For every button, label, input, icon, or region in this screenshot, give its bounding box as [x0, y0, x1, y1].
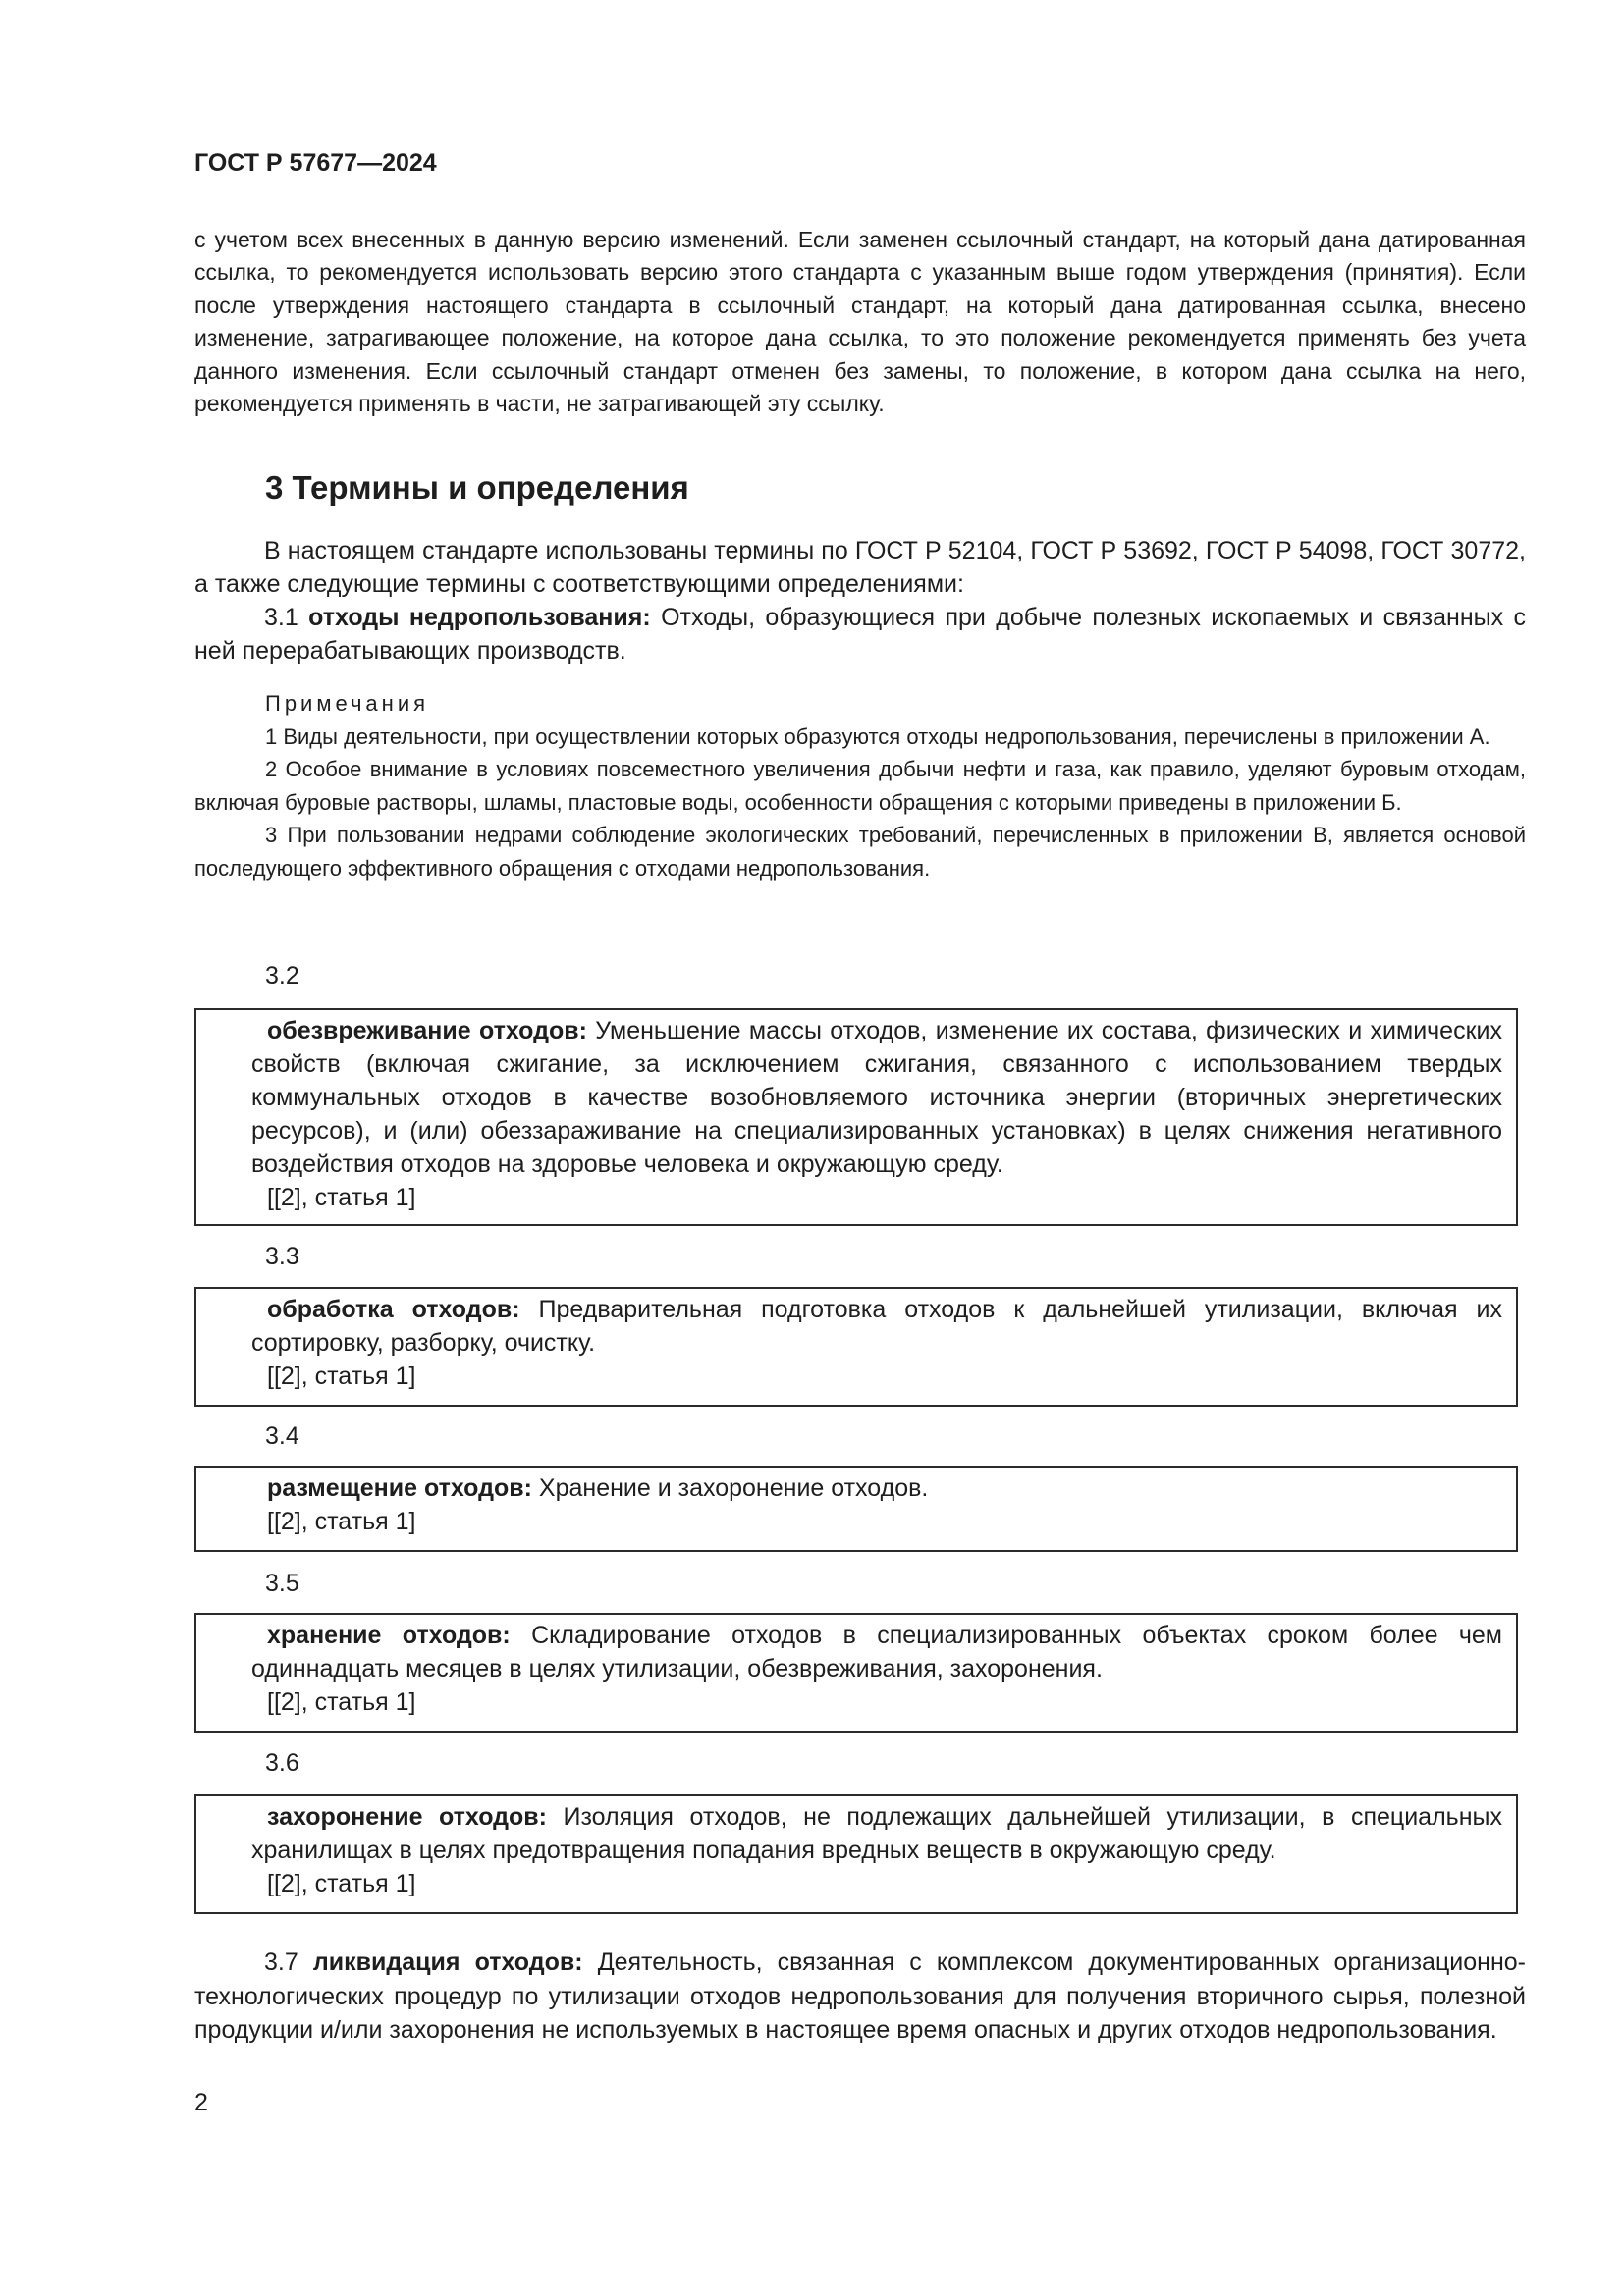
term-source: [[2], статья 1] — [267, 1870, 416, 1897]
term-source: [[2], статья 1] — [267, 1184, 416, 1211]
note-item: 1 Виды деятельности, при осуществлении которых образуются отходы недропользования, перечислены в приложении А. — [265, 723, 1490, 749]
term-number-3-4: 3.4 — [265, 1422, 299, 1450]
notes — [194, 687, 1526, 884]
term-definition: Уменьшение массы отходов, изменение их состава, физических и химических свойств (включая сжигание, за исключением сжигания, связанного с использованием твердых коммунальных отходов в качестве возобновляемого источника энергии (вторичных энергетических ресурсов), и (или) обеззараживание на специализированных установках) в целях снижения негативного воздействия отходов на здоровье человека и окружающую среду. — [251, 1017, 1502, 1178]
notes-caption: Примечания — [265, 691, 430, 716]
term-definition-block — [251, 1619, 1502, 1685]
term-source: [[2], статья 1] — [267, 1688, 416, 1716]
term-box-3-4 — [194, 1466, 1518, 1552]
term-definition: Хранение и захоронение отходов. — [538, 1474, 929, 1502]
section-intro: В настоящем стандарте использованы термины по ГОСТ Р 52104, ГОСТ Р 53692, ГОСТ Р 54098, ГОСТ 30772, а также следующие термины с соответствующими определениями: — [194, 537, 1526, 598]
term-name: размещение отходов: — [267, 1474, 532, 1502]
term-definition: Складирование отходов в специализированных объектах сроком более чем одиннадцать месяцев в целях утилизации, обезвреживания, захоронения. — [251, 1622, 1502, 1682]
term-number: 3.7 — [264, 1949, 298, 1976]
note-item: 3 При пользовании недрами соблюдение экологических требований, перечисленных в приложении В, является основой последующего эффективного обращения с отходами недропользования. — [194, 823, 1526, 881]
term-definition-block — [251, 1014, 1502, 1181]
term-name: отходы недропользования: — [308, 604, 651, 631]
term-definition: Предварительная подготовка отходов к дальнейшей утилизации, включая их сортировку, разборку, очистку. — [251, 1296, 1502, 1357]
term-definition-block — [251, 1800, 1502, 1867]
term-number: 3.1 — [264, 604, 298, 631]
term-3-7 — [194, 1946, 1526, 2048]
term-box-3-6 — [194, 1794, 1518, 1914]
term-box-3-3 — [194, 1287, 1518, 1407]
term-number-3-3: 3.3 — [265, 1243, 299, 1270]
term-number-3-5: 3.5 — [265, 1570, 299, 1597]
term-definition: Деятельность, связанная с комплексом документированных организационно-технологических процедур по утилизации отходов недропользования для получения вторичного сырья, полезной продукции и/или захоронения не используемых в настоящее время опасных и других отходов недропользования. — [194, 1949, 1526, 2044]
page-number: 2 — [194, 2089, 208, 2116]
term-source: [[2], статья 1] — [267, 1508, 416, 1535]
intro-paragraph: с учетом всех внесенных в данную версию изменений. Если заменен ссылочный стандарт, на который дана датированная ссылка, то рекомендуется использовать версию этого стандарта с указанным выше годом утверждения (принятия). Если после утверждения настоящего стандарта в ссылочный стандарт, на который дана датированная ссылка, внесено изменение, затрагивающее положение, на которое дана ссылка, то это положение рекомендуется применять без учета данного изменения. Если ссылочный стандарт отменен без замены, то положение, в котором дана ссылка на него, рекомендуется применять в части, не затрагивающей эту ссылку. — [194, 227, 1526, 417]
document-header: ГОСТ Р 57677—2024 — [194, 149, 437, 177]
section-title: 3 Термины и определения — [265, 469, 689, 506]
term-definition-block — [251, 1293, 1502, 1360]
term-name: захоронение отходов: — [267, 1803, 547, 1831]
term-name: ликвидация отходов: — [312, 1949, 583, 1976]
term-name: обработка отходов: — [267, 1296, 520, 1323]
term-number-3-2: 3.2 — [265, 962, 299, 989]
term-name: хранение отходов: — [267, 1622, 511, 1649]
term-definition: Отходы, образующиеся при добыче полезных ископаемых и связанных с ней перерабатывающих производств. — [194, 604, 1526, 665]
term-box-3-2 — [194, 1008, 1518, 1226]
term-3-1 — [194, 601, 1526, 667]
term-source: [[2], статья 1] — [267, 1362, 416, 1390]
term-number-3-6: 3.6 — [265, 1749, 299, 1777]
term-definition-block — [251, 1471, 1502, 1505]
term-name: обезвреживание отходов: — [267, 1017, 587, 1044]
term-definition: Изоляция отходов, не подлежащих дальнейшей утилизации, в специальных хранилищах в целях предотвращения попадания вредных веществ в окружающую среду. — [251, 1803, 1502, 1864]
term-box-3-5 — [194, 1613, 1518, 1733]
note-item: 2 Особое внимание в условиях повсеместного увеличения добычи нефти и газа, как правило, уделяют буровым отходам, включая буровые растворы, шламы, пластовые воды, особенности обращения с которыми приведены в приложении Б. — [194, 757, 1526, 815]
